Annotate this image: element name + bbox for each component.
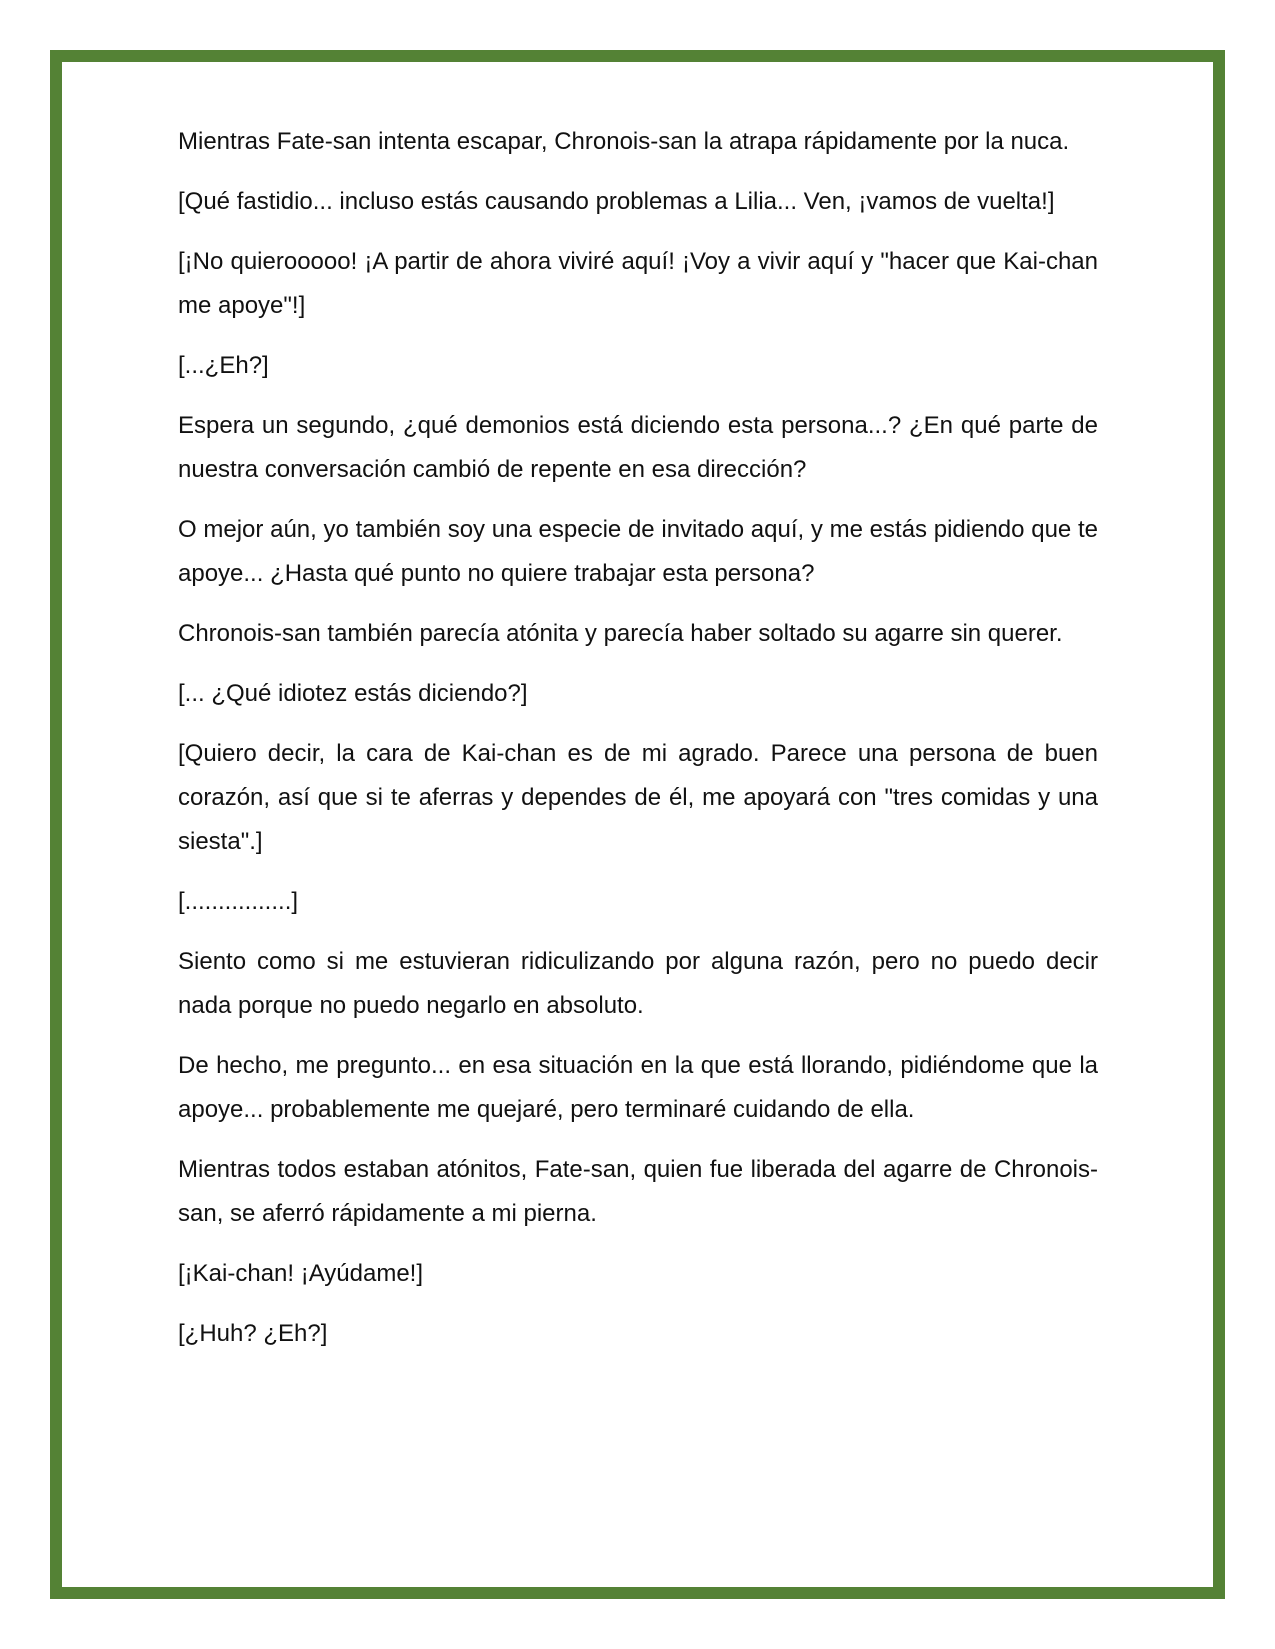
paragraph: [¡Kai-chan! ¡Ayúdame!] bbox=[178, 1260, 424, 1287]
paragraph: Mientras Fate-san intenta escapar, Chronois-san la atrapa rápidamente por la nuca. bbox=[178, 128, 1070, 155]
paragraph: [...¿Eh?] bbox=[178, 352, 269, 379]
paragraph: [... ¿Qué idiotez estás diciendo?] bbox=[178, 680, 528, 707]
paragraph: [¡No quierooooo! ¡A partir de ahora viviré aquí! ¡Voy a vivir aquí y "hacer que Kai-chan me apoye"!] bbox=[178, 248, 1098, 319]
paragraph: Espera un segundo, ¿qué demonios está diciendo esta persona...? ¿En qué parte de nuestra conversación cambió de repente en esa dirección? bbox=[178, 412, 1098, 483]
paragraph: [Quiero decir, la cara de Kai-chan es de mi agrado. Parece una persona de buen corazón, así que si te aferras y dependes de él, me apoyará con "tres comidas y una siesta".] bbox=[178, 740, 1098, 855]
paragraph: [................] bbox=[178, 888, 299, 915]
document-body bbox=[178, 120, 1098, 1372]
paragraph: Siento como si me estuvieran ridiculizando por alguna razón, pero no puedo decir nada porque no puedo negarlo en absoluto. bbox=[178, 948, 1098, 1019]
paragraph: O mejor aún, yo también soy una especie de invitado aquí, y me estás pidiendo que te apoye... ¿Hasta qué punto no quiere trabajar esta persona? bbox=[178, 516, 1098, 587]
paragraph: Chronois-san también parecía atónita y parecía haber soltado su agarre sin querer. bbox=[178, 620, 1063, 647]
paragraph: [¿Huh? ¿Eh?] bbox=[178, 1320, 328, 1347]
paragraph: Mientras todos estaban atónitos, Fate-san, quien fue liberada del agarre de Chronois-san, se aferró rápidamente a mi pierna. bbox=[178, 1156, 1098, 1227]
paragraph: De hecho, me pregunto... en esa situación en la que está llorando, pidiéndome que la apoye... probablemente me quejaré, pero terminaré cuidando de ella. bbox=[178, 1052, 1098, 1123]
paragraph: [Qué fastidio... incluso estás causando problemas a Lilia... Ven, ¡vamos de vuelta!] bbox=[178, 188, 1055, 215]
